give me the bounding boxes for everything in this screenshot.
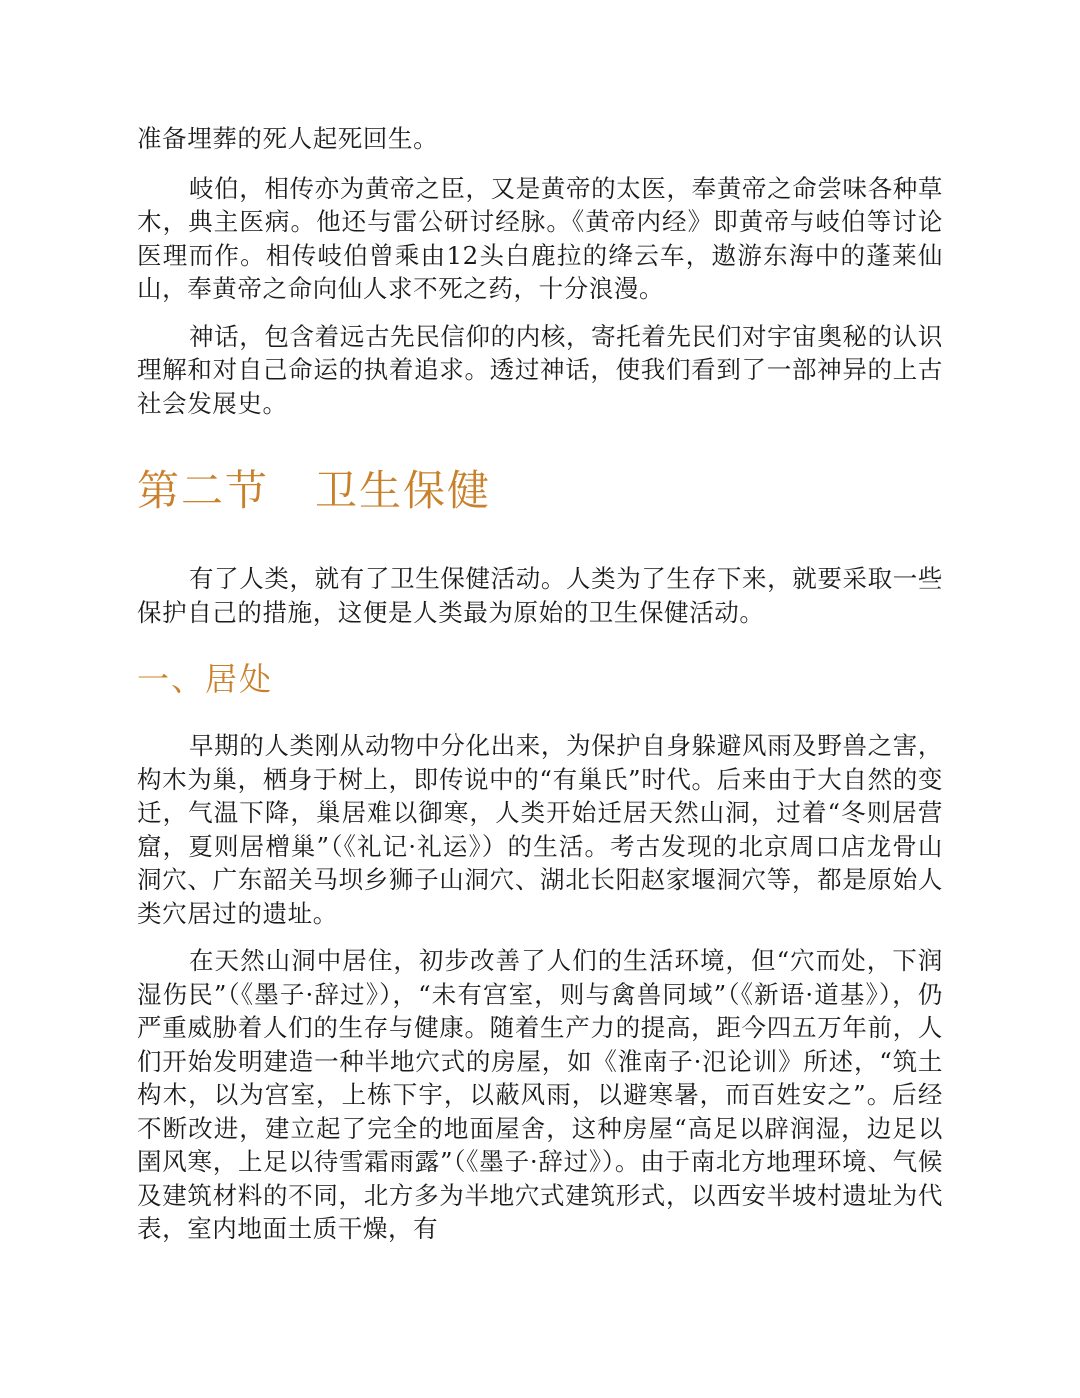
document-page (137, 122, 943, 1246)
paragraph-dwelling-1: 早期的人类刚从动物中分化出来，为保护自身躲避风雨及野兽之害，构木为巢，栖身于树上，即传说中的“有巢氏”时代。后来由于大自然的变迁，气温下降，巢居难以御寒，人类开始迁居天然山洞，过着“冬则居营窟，夏则居橧巢”（《礼记·礼运》）的生活。考古发现的北京周口店龙骨山洞穴、广东韶关马坝乡狮子山洞穴、湖北长阳赵家堰洞穴等，都是原始人类穴居过的遗址。 (137, 731, 943, 928)
subsection-heading: 一、居处 (137, 660, 274, 698)
paragraph-section-intro: 有了人类，就有了卫生保健活动。人类为了生存下来，就要采取一些保护自己的措施，这便是人类最为原始的卫生保健活动。 (137, 564, 943, 627)
paragraph-qibo: 岐伯，相传亦为黄帝之臣，又是黄帝的太医，奉黄帝之命尝味各种草木，典主医病。他还与雷公研讨经脉。《黄帝内经》即黄帝与岐伯等讨论医理而作。相传岐伯曾乘由12头白鹿拉的绛云车，遨游东海中的蓬莱仙山，奉黄帝之命向仙人求不死之药，十分浪漫。 (137, 173, 943, 303)
section-title: 卫生保健 (315, 466, 492, 515)
paragraph-intro-tail: 准备埋葬的死人起死回生。 (137, 124, 439, 153)
section-heading (137, 467, 943, 515)
paragraph-dwelling-2: 在天然山洞中居住，初步改善了人们的生活环境，但“穴而处，下润湿伤民”（《墨子·辞过》），“未有宫室，则与禽兽同域”（《新语·道基》），仍严重威胁着人们的生存与健康。随着生产力的提高，距今四五万年前，人们开始发明建造一种半地穴式的房屋，如《淮南子·氾论训》所述，“筑土构木，以为宫室，上栋下宇，以蔽风雨，以避寒暑，而百姓安之”。后经不断改进，建立起了完全的地面屋舍，这种房屋“高足以辟润湿，边足以圉风寒，上足以待雪霜雨露”（《墨子·辞过》）。由于南北方地理环境、气候及建筑材料的不同，北方多为半地穴式建筑形式，以西安半坡村遗址为代表，室内地面土质干燥，有 (137, 946, 943, 1243)
paragraph-myth: 神话，包含着远古先民信仰的内核，寄托着先民们对宇宙奥秘的认识理解和对自己命运的执着追求。透过神话，使我们看到了一部神异的上古社会发展史。 (137, 321, 943, 418)
section-number: 第二节 (137, 466, 270, 515)
